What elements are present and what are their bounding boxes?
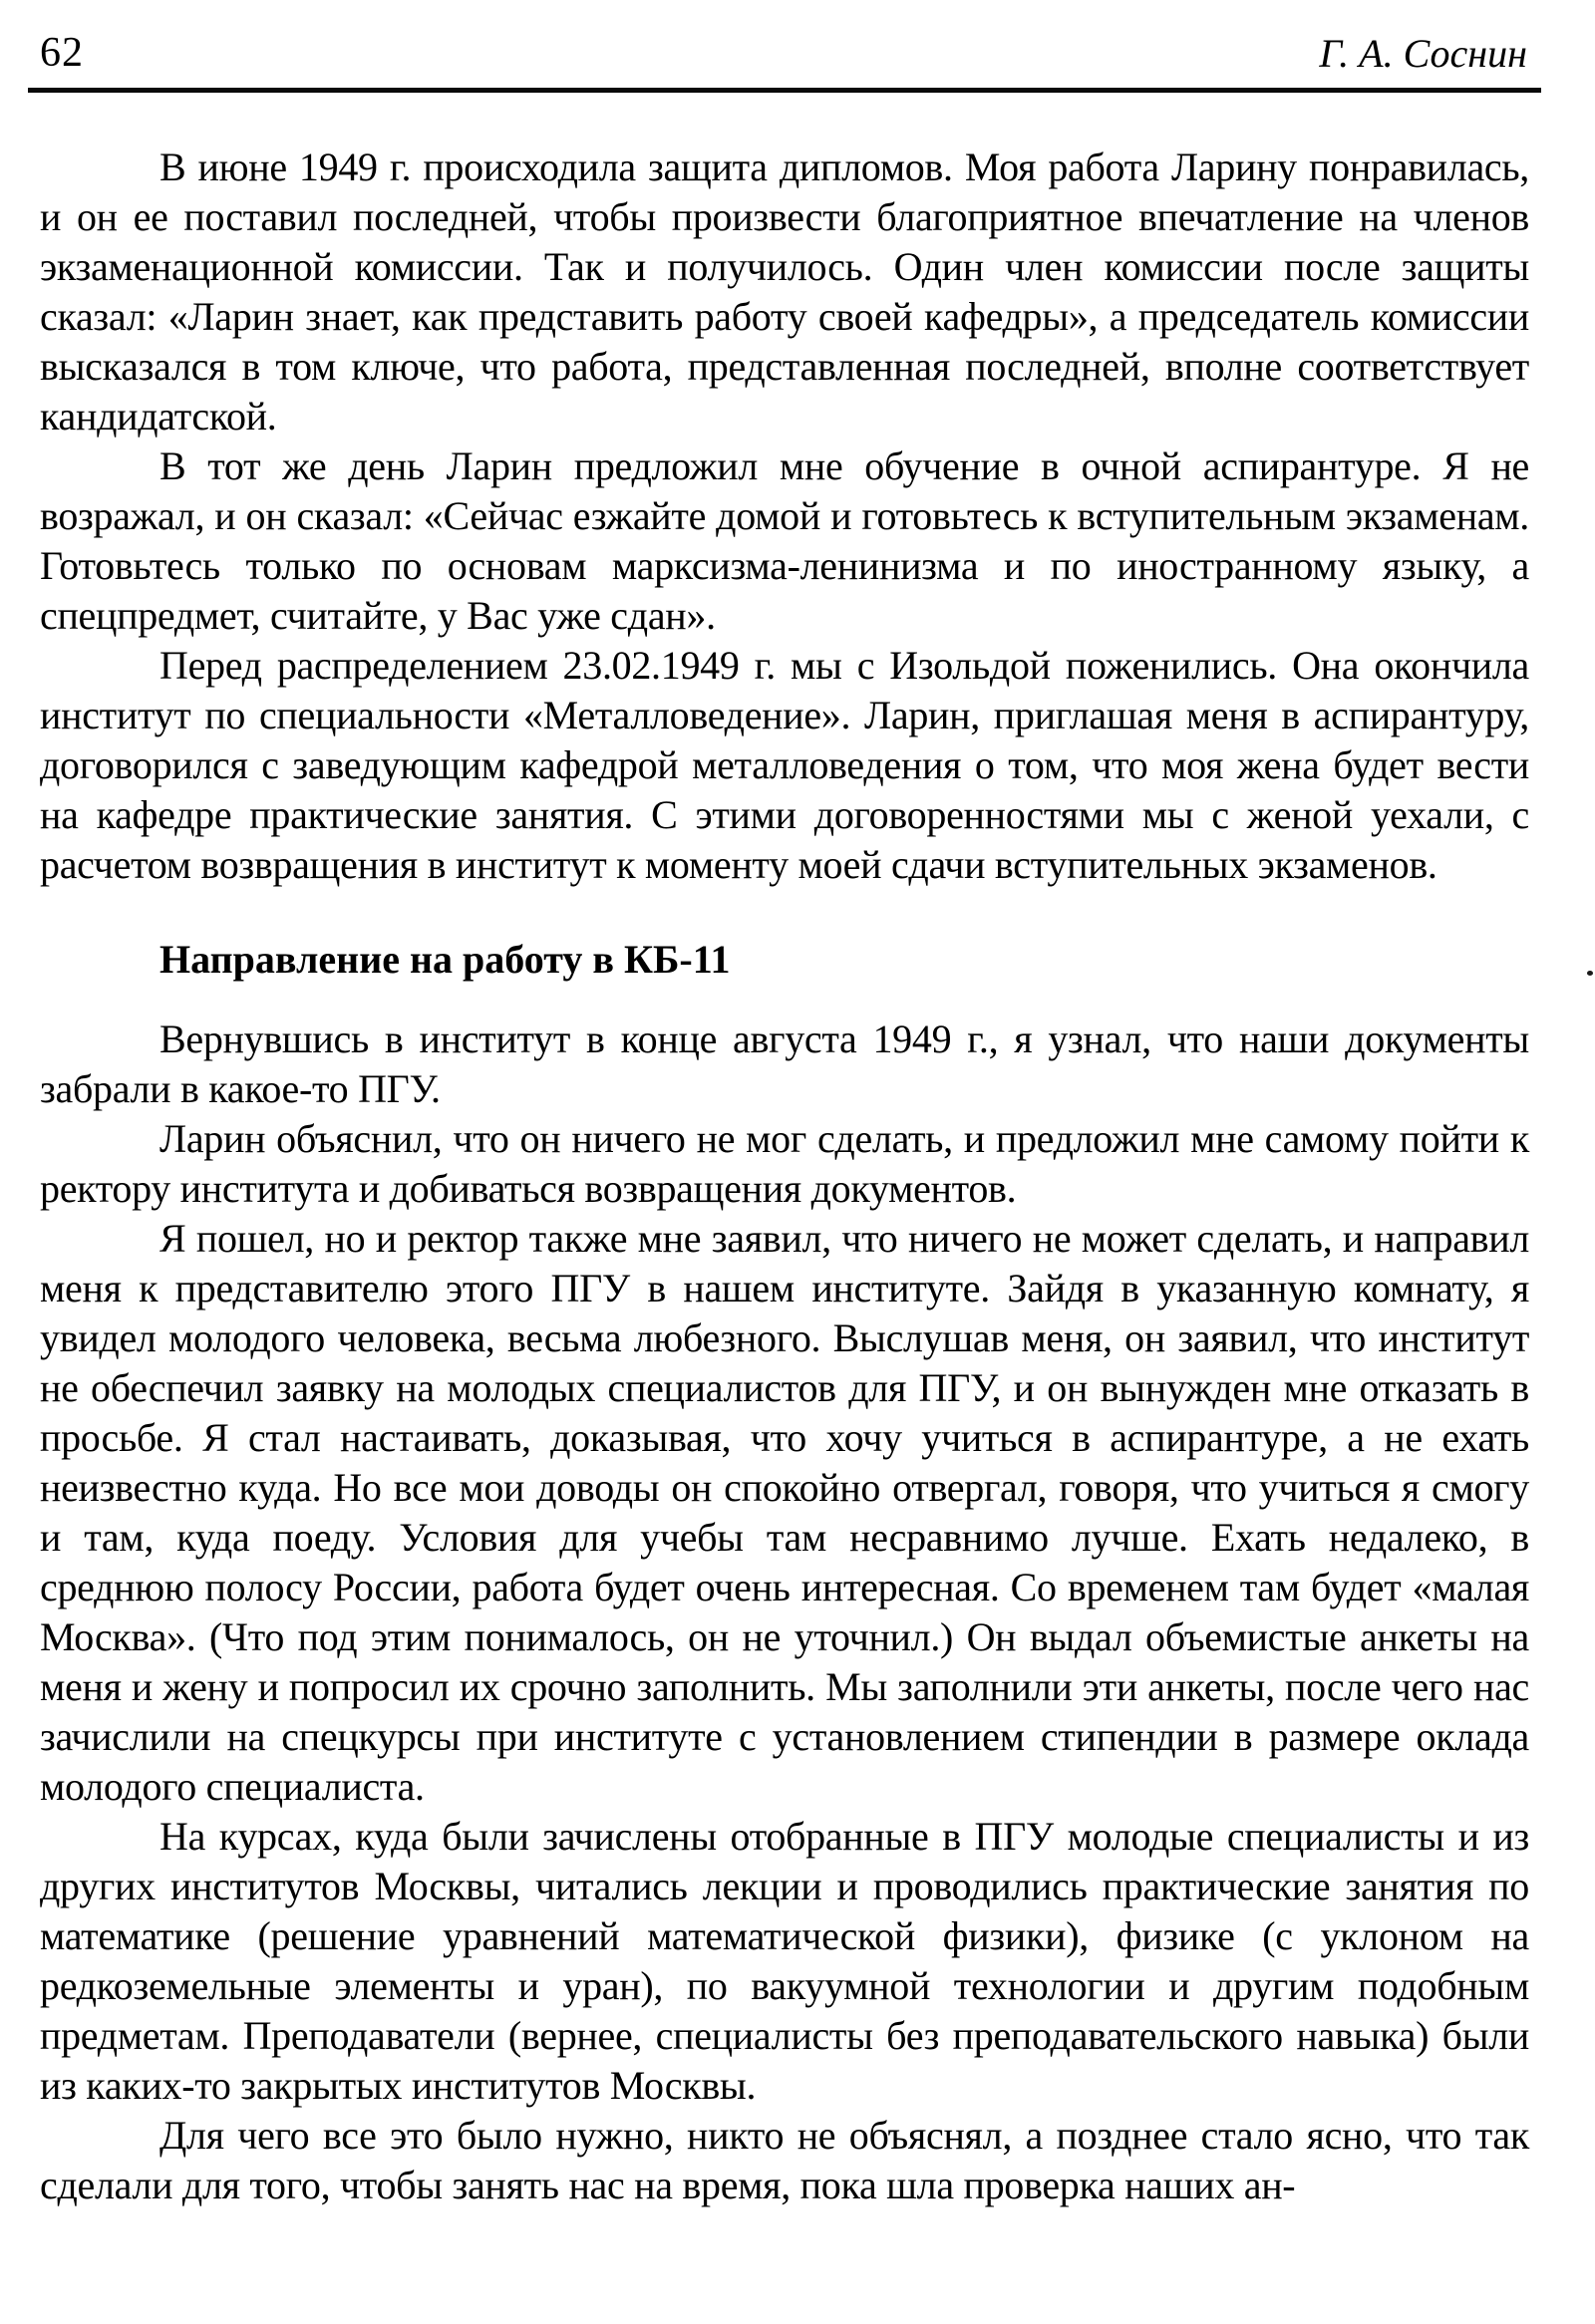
paragraph-larin-explained: Ларин объяснил, что он ничего не мог сделать, и предложил мне самому пойти к ректору института и добиваться возвращения документов.	[40, 1116, 1529, 1211]
running-head-author: Г. А. Соснин	[1319, 31, 1527, 76]
page-header	[40, 26, 1529, 74]
paragraph-pgu-representative: Я пошел, но и ректор также мне заявил, что ничего не может сделать, и направил меня к представителю этого ПГУ в нашем институте. Зайдя в указанную комнату, я увидел молодого человека, весьма любезного. Выслушав меня, он заявил, что институт не обеспечил заявку на молодых специалистов для ПГУ, и он вынужден мне отказать в просьбе. Я стал настаивать, доказывая, что хочу учиться в аспирантуре, а не ехать неизвестно куда. Но все мои доводы он спокойно отвергал, говоря, что учиться я смогу и там, куда поеду. Условия для учебы там несравнимо лучше. Ехать недалеко, в среднюю полосу России, работа будет очень интересная. Со временем там будет «малая Москва». (Что под этим понималось, он не уточнил.) Он выдал объемистые анкеты на меня и жену и попросил их срочно заполнить. Мы заполнили эти анкеты, после чего нас зачислили на спецкурсы при институте с установлением стипендии в размере оклада молодого специалиста.	[40, 1216, 1529, 1809]
paragraph-documents-taken: Вернувшись в институт в конце августа 1949 г., я узнал, что наши документы забрали в какое-то ПГУ.	[40, 1017, 1529, 1111]
paragraph-diploma-defense: В июне 1949 г. происходила защита дипломов. Моя работа Ларину понравилась, и он ее поставил последней, чтобы произвести благоприятное впечатление на членов экзаменационной комиссии. Так и получилось. Один член комиссии после защиты сказал: «Ларин знает, как представить работу своей кафедры», а председатель комиссии высказался в том ключе, что работа, представленная последней, вполне соответствует кандидатской.	[40, 145, 1529, 438]
paragraph-special-courses: На курсах, куда были зачислены отобранные в ПГУ молодые специалисты и из других институтов Москвы, читались лекции и проводились практические занятия по математике (решение уравнений математической физики), физике (с уклоном на редкоземельные элементы и уран), по вакуумной технологии и другим подобным предметам. Преподаватели (вернее, специалисты без преподавательского навыка) были из каких-то закрытых институтов Москвы.	[40, 1814, 1529, 2108]
paragraph-aspirantura-offer: В тот же день Ларин предложил мне обучение в очной аспирантуре. Я не возражал, и он сказал: «Сейчас езжайте домой и готовьтесь к вступительным экзаменам. Готовьтесь только по основам марксизма-ленинизма и по иностранному языку, а спецпредмет, считайте, у Вас уже сдан».	[40, 443, 1529, 638]
page-body	[40, 143, 1529, 2210]
paragraph-marriage: Перед распределением 23.02.1949 г. мы с Изольдой поженились. Она окончила институт по специальности «Металловедение». Ларин, приглашая меня в аспирантуру, договорился с заведующим кафедрой металловедения о том, что моя жена будет вести на кафедре практические занятия. С этими договоренностями мы с женой уехали, с расчетом возвращения в институт к моменту моей сдачи вступительных экзаменов.	[40, 643, 1529, 887]
paragraph-why-needed: Для чего все это было нужно, никто не объяснял, а позднее стало ясно, что так сделали для того, чтобы занять нас на время, пока шла проверка наших ан-	[40, 2113, 1529, 2207]
scan-speck	[1587, 971, 1593, 976]
header-rule	[28, 88, 1541, 93]
page-number: 62	[40, 30, 84, 76]
section-heading-kb11: Направление на работу в КБ-11	[160, 937, 731, 982]
